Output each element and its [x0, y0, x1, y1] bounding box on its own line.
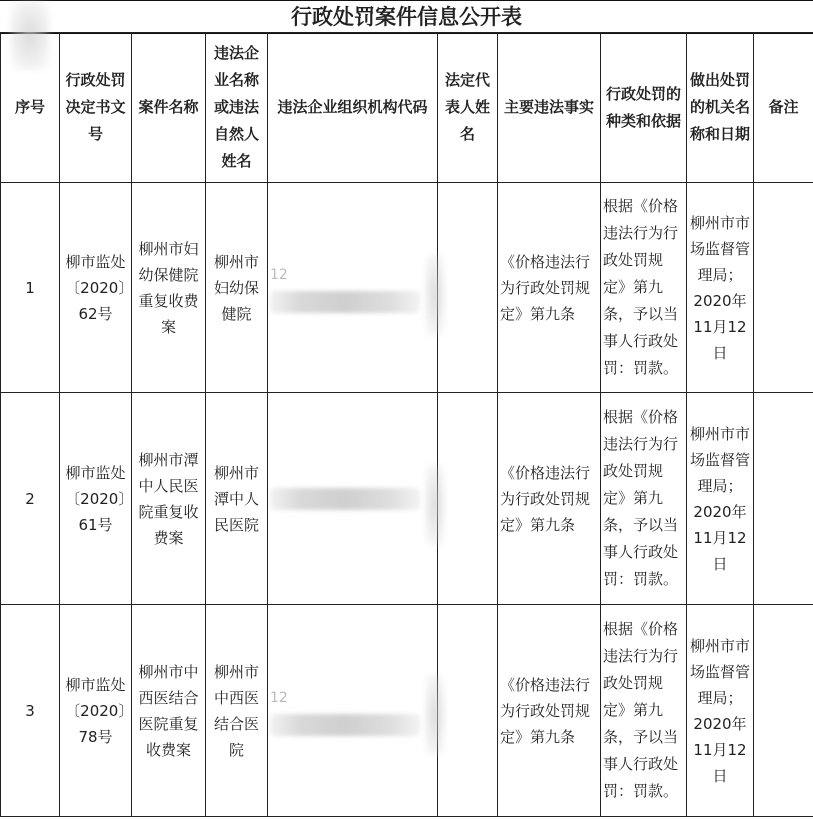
org-code-prefix: 12 — [270, 690, 288, 706]
cell-case-name: 柳州市中西医结合医院重复收费案 — [132, 605, 206, 817]
cell-org-code-redacted — [268, 605, 438, 817]
redaction-smudge — [425, 675, 445, 755]
redaction-smudge — [425, 465, 445, 545]
cell-case-name: 柳州市潭中人民医院重复收费案 — [132, 393, 206, 605]
header-party: 违法企业名称或违法自然人姓名 — [206, 33, 268, 183]
redaction-blur — [270, 714, 420, 736]
redaction-smudge — [10, 0, 50, 70]
header-facts: 主要违法事实 — [498, 33, 601, 183]
table-row — [1, 605, 813, 817]
cell-type-basis: 根据《价格违法行为行政处罚规定》第九条，予以当事人行政处罚：罚款。 — [601, 393, 687, 605]
cell-doc-no: 柳市监处〔2020〕62号 — [60, 183, 132, 393]
cell-org-code-redacted — [268, 393, 438, 605]
cell-facts: 《价格违法行为行政处罚规定》第九条 — [498, 393, 601, 605]
cell-legal-rep — [438, 393, 498, 605]
cell-legal-rep — [438, 183, 498, 393]
redaction-blur — [270, 291, 420, 313]
header-row — [1, 33, 813, 183]
cell-no: 1 — [1, 183, 60, 393]
cell-no: 2 — [1, 393, 60, 605]
cell-remark — [754, 183, 813, 393]
cell-case-name: 柳州市妇幼保健院重复收费案 — [132, 183, 206, 393]
cell-party: 柳州市中西医结合医院 — [206, 605, 268, 817]
redaction-smudge — [425, 255, 445, 335]
redaction-blur — [270, 488, 420, 510]
cell-legal-rep — [438, 605, 498, 817]
header-legal-rep: 法定代表人姓名 — [438, 33, 498, 183]
cell-authority-date: 柳州市市场监督管理局；2020年11月12日 — [687, 393, 754, 605]
header-authority-date: 做出处罚的机关名称和日期 — [687, 33, 754, 183]
cell-remark — [754, 605, 813, 817]
header-case-name: 案件名称 — [132, 33, 206, 183]
cell-facts: 《价格违法行为行政处罚规定》第九条 — [498, 183, 601, 393]
header-remark: 备注 — [754, 33, 813, 183]
cell-type-basis: 根据《价格违法行为行政处罚规定》第九条，予以当事人行政处罚：罚款。 — [601, 183, 687, 393]
cell-authority-date: 柳州市市场监督管理局；2020年11月12日 — [687, 605, 754, 817]
org-code-prefix: 12 — [270, 267, 288, 283]
penalty-table — [0, 32, 813, 817]
cell-doc-no: 柳市监处〔2020〕61号 — [60, 393, 132, 605]
cell-facts: 《价格违法行为行政处罚规定》第九条 — [498, 605, 601, 817]
cell-doc-no: 柳市监处〔2020〕78号 — [60, 605, 132, 817]
header-doc-no: 行政处罚决定书文号 — [60, 33, 132, 183]
cell-no: 3 — [1, 605, 60, 817]
cell-party: 柳州市潭中人民医院 — [206, 393, 268, 605]
table-row — [1, 183, 813, 393]
table-title: 行政处罚案件信息公开表 — [0, 0, 813, 34]
cell-type-basis: 根据《价格违法行为行政处罚规定》第九条，予以当事人行政处罚：罚款。 — [601, 605, 687, 817]
header-type-basis: 行政处罚的种类和依据 — [601, 33, 687, 183]
header-org-code: 违法企业组织机构代码 — [268, 33, 438, 183]
cell-org-code-redacted — [268, 183, 438, 393]
header-no: 序号 — [1, 33, 60, 183]
cell-authority-date: 柳州市市场监督管理局；2020年11月12日 — [687, 183, 754, 393]
cell-party: 柳州市妇幼保健院 — [206, 183, 268, 393]
cell-remark — [754, 393, 813, 605]
table-row — [1, 393, 813, 605]
